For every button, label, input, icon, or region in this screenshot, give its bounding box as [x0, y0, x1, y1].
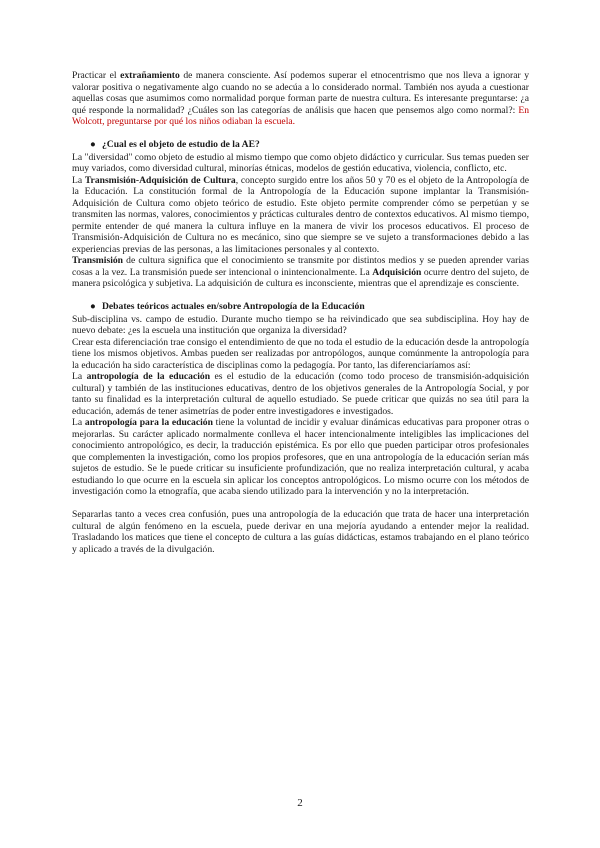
- document-page: [72, 70, 529, 555]
- bold-term-antropologia-de-la-educacion: antropología de la educación: [86, 371, 211, 382]
- section-heading-debates: [72, 301, 529, 313]
- section2-paragraph-2: Crear esta diferenciación trae consigo el entendimiento de que no toda el estudio de la educación desde la antropología tiene los mismos objetivos. Ambas pueden ser realizadas por antropólogos, aunque comúnmente la antropología para la educación ha sido característica de disciplinas como la pedagogía. Por tanto, las diferenciaríamos así:: [72, 336, 529, 371]
- bullet-icon: ●: [90, 301, 96, 312]
- text: La: [72, 174, 85, 186]
- section1-paragraph-1: La "diversidad" como objeto de estudio al mismo tiempo que como objeto didáctico y curricular. Sus temas pueden ser muy variados, como diversidad cultural, minorías étnicas, modelos de gestión educativa, violencia, conflicto, etc.: [72, 151, 529, 174]
- text: , concepto surgido entre los años 50 y 70 es el objeto de la Antropología de la Educación. La constitución formal de la Antropología de la Educación supone implantar la Transmisión-Adquisición de Cultura como objeto teórico de estudio. Este objeto permite comprender cómo se perpetúan y se transmiten las normas, valores, conocimientos y prácticas culturales dentro de contextos educativos. Al mismo tiempo, permite entender de qué manera la cultura influye en la manera de vivir los procesos educativos. El proceso de Transmisión-Adquisición de Cultura no es mecánico, sino que siempre se ve sujeto a transformaciones debido a las experiencias previas de las personas, a las limitaciones personales y al contexto.: [72, 174, 530, 255]
- section1-paragraph-2: [72, 175, 529, 256]
- bold-term-transmision: Transmisión: [72, 255, 123, 266]
- section-heading-text: ¿Cual es el objeto de estudio de la AE?: [102, 139, 260, 150]
- intro-red-note: En Wolcott, preguntarse por qué los niños odiaban la escuela.: [72, 104, 529, 127]
- section-heading-text: Debates teóricos actuales en/sobre Antropología de la Educación: [102, 301, 365, 312]
- section2-paragraph-4: [72, 417, 529, 498]
- text: ocurre dentro del sujeto, de manera psicológica y subjetiva. La adquisición de cultura es inconsciente, mientras que el aprendizaje es consciente.: [72, 266, 530, 289]
- bold-term-transmision-adquisicion: Transmisión-Adquisición de Cultura: [84, 174, 236, 186]
- section-heading-objeto-estudio: [72, 139, 529, 151]
- text: de cultura significa que el conocimiento se transmite por distintos medios y se pueden aprender varias cosas a la vez. La transmisión puede ser intencional o inintencionalmente. La: [72, 255, 529, 278]
- section2-paragraph-5: Separarlas tanto a veces crea confusión, pues una antropología de la educación que trata de hacer una interpretación cultural de algún fenómeno en la escuela, puede derivar en una mejoría ayudando a entender mejor la realidad. Trasladando los matices que tiene el concepto de cultura a las guías didácticas, estamos trabajando en el plano teórico y aplicado a través de la divulgación.: [72, 509, 529, 555]
- text: La: [72, 371, 87, 382]
- bullet-icon: ●: [90, 139, 96, 150]
- section2-paragraph-1: Sub-disciplina vs. campo de estudio. Durante mucho tiempo se ha reivindicado que sea subdisciplina. Hoy hay de nuevo debate: ¿es la escuela una institución que organiza la diversidad?: [72, 313, 529, 336]
- text: tiene la voluntad de incidir y evaluar dinámicas educativas para proponer otras o mejorarlas. Su carácter aplicado normalmente conlleva el hacer intencionalmente inteligibles las implicaciones del conocimiento antropológico, es decir, la traducción epistémica. Es por ello que pueden participar otros profesionales que complementen la investigación, como los propios profesores, que en una antropología de la educación serían más sujetos de estudio. Se le puede criticar su insuficiente profundización, que no realiza interpretación cultural, y acaba estudiando lo que ocurre en la escuela sin aplicar los conceptos antropológicos. Lo mismo ocurre con los métodos de investigación como la etnografía, que acaba siendo utilizado para la intervención y no la interpretación.: [72, 417, 529, 497]
- intro-paragraph: [72, 70, 529, 128]
- intro-text-2: de manera consciente. Así podemos superar el etnocentrismo que nos lleva a ignorar y valorar positiva o negativamente algo cuando no se adecúa a lo considerado normal. También nos ayuda a cuestionar aquellas cosas que asumimos como normalidad porque forman parte de nuestra cultura. Es interesante preguntarse: ¿a qué responde la normalidad? ¿Cuáles son las categorías de análisis que hacen que pensemos algo como normal?:: [72, 70, 529, 116]
- section1-paragraph-3: [72, 255, 529, 290]
- bold-term-adquisicion: Adquisición: [372, 266, 422, 278]
- bold-term-antropologia-para-la-educacion: antropología para la educación: [84, 417, 213, 428]
- text: es el estudio de la educación (como todo proceso de transmisión-adquisición cultural) y también de las instituciones educativas, dentro de los objetivos generales de la Antropología Social, y por tanto su finalidad es la interpretación cultural de aquello estudiado. Se puede criticar que quizás no sea útil para la educación, además de tener asimetrías de poder entre investigadores e investigados.: [72, 371, 529, 417]
- page-number: 2: [297, 797, 303, 809]
- intro-text-1: Practicar el: [72, 70, 121, 81]
- section2-paragraph-3: [72, 371, 529, 417]
- text: La: [72, 417, 85, 428]
- intro-bold-extranamiento: extrañamiento: [120, 70, 180, 81]
